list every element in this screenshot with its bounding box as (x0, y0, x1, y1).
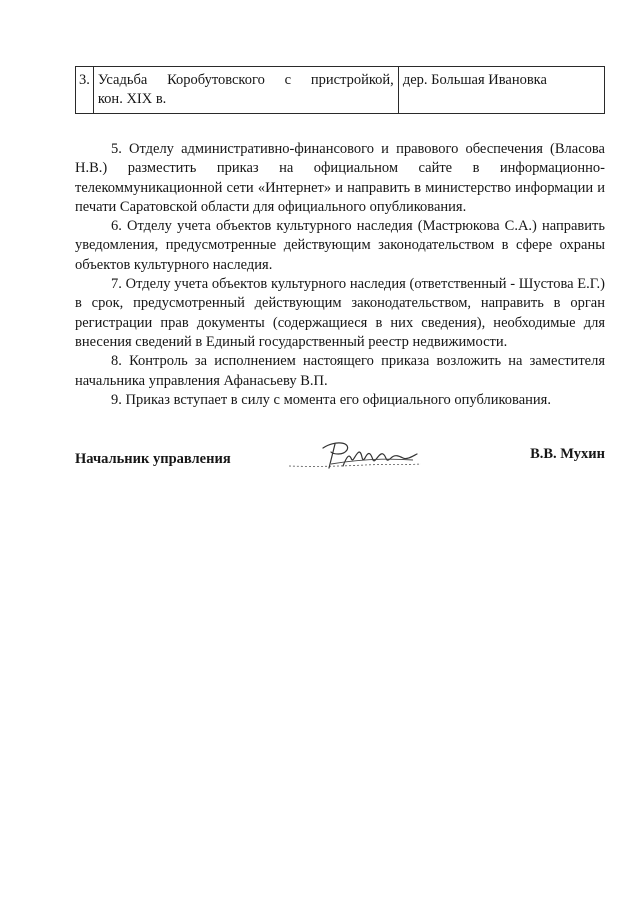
object-name-line2: кон. XIX в. (97, 91, 167, 107)
paragraph-5: 5. Отделу административно-финансового и правового обеспечения (Власова Н.В.) разместить приказ на официальном сайте в информационно-телекоммуникационной сети «Интернет» и направить в министерство информации и печати Саратовской области для официального опубликования. (75, 141, 605, 215)
object-location: дер. Большая Ивановка (398, 67, 604, 114)
signatory-name: В.В. Мухин (530, 446, 605, 462)
paragraph-8: 8. Контроль за исполнением настоящего приказа возложить на заместителя начальника управления Афанасьеву В.П. (75, 353, 605, 389)
paragraph-9: 9. Приказ вступает в силу с момента его официального опубликования. (111, 391, 551, 408)
paragraph-6: 6. Отделу учета объектов культурного наследия (Мастрюкова С.А.) направить уведомления, предусмотренные действующим законодательством в сфере охраны объектов культурного наследия. (75, 218, 605, 273)
object-name-cell (93, 67, 398, 114)
paragraph-7: 7. Отделу учета объектов культурного наследия (ответственный - Шустова Е.Г.) в срок, предусмотренный действующим законодательством, направить в орган регистрации прав документы (содержащиеся в них сведения), необходимые для внесения сведений в Единый государственный реестр недвижимости. (75, 276, 605, 350)
signature-block (75, 444, 605, 484)
row-number: 3. (76, 67, 94, 114)
heritage-objects-table (75, 66, 605, 114)
object-name-line1: Усадьба Коробутовского с пристройкой, (97, 72, 394, 88)
signatory-position: Начальник управления (75, 451, 231, 467)
handwritten-signature (285, 436, 425, 476)
table-row (76, 67, 605, 114)
order-body (75, 140, 605, 410)
